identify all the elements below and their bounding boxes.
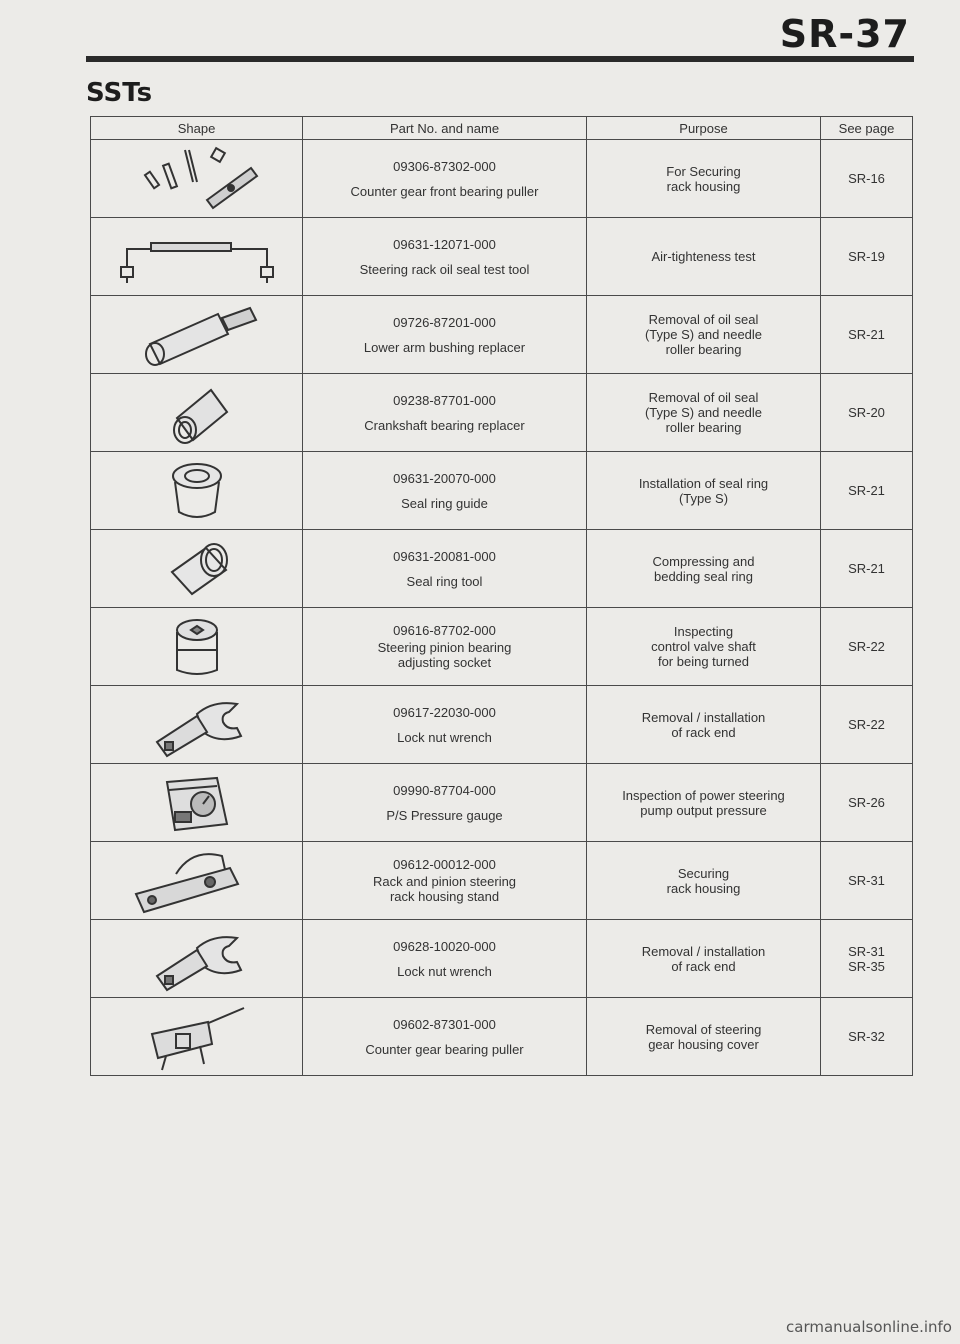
part-number: 09617-22030-000	[393, 704, 496, 720]
table-header-row	[91, 117, 913, 140]
shape-cell	[91, 764, 303, 842]
see-page: SR-31	[848, 943, 885, 959]
purpose-cell	[587, 842, 821, 920]
see-page: SR-22	[848, 639, 885, 654]
shape-cell	[91, 920, 303, 998]
shape-cell	[91, 998, 303, 1076]
part-name: Seal ring tool	[406, 573, 483, 589]
purpose-line: roller bearing	[665, 342, 742, 357]
housing-stand-icon	[122, 844, 272, 918]
part-cell	[303, 842, 587, 920]
part-cell	[303, 920, 587, 998]
purpose-line: Removal / installation	[641, 709, 766, 725]
purpose-cell	[587, 452, 821, 530]
shape-cell	[91, 218, 303, 296]
see-page: SR-20	[848, 405, 885, 420]
header-part: Part No. and name	[303, 117, 587, 140]
part-name: Steering pinion bearing	[377, 640, 512, 655]
part-cell	[303, 218, 587, 296]
part-number: 09726-87201-000	[393, 314, 496, 330]
purpose-line: rack housing	[666, 880, 741, 896]
part-number: 09990-87704-000	[393, 782, 496, 798]
part-cell	[303, 374, 587, 452]
bushing-replacer-icon	[122, 300, 272, 370]
see-page: SR-21	[848, 327, 885, 342]
see-page-cell	[821, 296, 913, 374]
table-row	[91, 530, 913, 608]
header-see-page: See page	[821, 117, 913, 140]
part-cell	[303, 686, 587, 764]
purpose-line: Removal of steering	[645, 1021, 762, 1037]
table-row	[91, 920, 913, 998]
see-page-cell	[821, 842, 913, 920]
see-page-cell	[821, 218, 913, 296]
purpose-line: of rack end	[671, 958, 736, 974]
shape-cell	[91, 452, 303, 530]
gear-bearing-puller-icon	[132, 1000, 262, 1074]
purpose-line: Removal of oil seal	[648, 312, 759, 327]
part-name: Lock nut wrench	[397, 729, 492, 745]
purpose-cell	[587, 998, 821, 1076]
purpose-line: bedding seal ring	[653, 568, 754, 584]
part-cell	[303, 608, 587, 686]
table-row	[91, 452, 913, 530]
purpose-line: rack housing	[666, 178, 741, 194]
part-name: Lower arm bushing replacer	[363, 339, 526, 355]
shape-cell	[91, 686, 303, 764]
part-number: 09612-00012-000	[393, 857, 496, 872]
lock-nut-wrench-icon	[127, 924, 267, 994]
purpose-line: gear housing cover	[648, 1036, 759, 1052]
part-name: Rack and pinion steering	[372, 874, 517, 889]
purpose-line: of rack end	[671, 724, 736, 740]
header-shape: Shape	[91, 117, 303, 140]
part-number: 09616-87702-000	[393, 623, 496, 638]
see-page: SR-32	[848, 1029, 885, 1044]
table-row	[91, 686, 913, 764]
purpose-cell	[587, 608, 821, 686]
purpose-cell	[587, 530, 821, 608]
table-row	[91, 140, 913, 218]
shape-cell	[91, 374, 303, 452]
purpose-cell	[587, 920, 821, 998]
part-cell	[303, 296, 587, 374]
part-cell	[303, 452, 587, 530]
footer-watermark: carmanualsonline.info	[786, 1318, 952, 1336]
purpose-line: roller bearing	[665, 420, 742, 435]
seal-ring-tool-icon	[142, 534, 252, 604]
purpose-line: Compressing and	[652, 553, 755, 569]
header-purpose: Purpose	[587, 117, 821, 140]
purpose-line: Air-tighteness test	[651, 249, 756, 264]
purpose-line: Removal / installation	[641, 943, 766, 959]
adjusting-socket-icon	[147, 612, 247, 682]
see-page-cell	[821, 452, 913, 530]
see-page-cell	[821, 998, 913, 1076]
pressure-gauge-icon	[147, 768, 247, 838]
table-row	[91, 608, 913, 686]
bearing-replacer-icon	[137, 378, 257, 448]
lock-nut-wrench-icon	[127, 690, 267, 760]
see-page: SR-21	[848, 561, 885, 576]
part-name: Steering rack oil seal test tool	[359, 261, 530, 277]
part-cell	[303, 998, 587, 1076]
see-page-cell	[821, 530, 913, 608]
see-page-cell	[821, 686, 913, 764]
sst-table	[90, 116, 913, 1076]
part-name: Crankshaft bearing replacer	[364, 417, 525, 433]
see-page: SR-26	[848, 795, 885, 810]
purpose-line: Inspection of power steering	[622, 787, 785, 803]
table-row	[91, 218, 913, 296]
purpose-cell	[587, 296, 821, 374]
purpose-line: for being turned	[657, 654, 750, 669]
purpose-cell	[587, 374, 821, 452]
part-name: Seal ring guide	[401, 495, 488, 511]
part-name: P/S Pressure gauge	[386, 807, 503, 823]
see-page-cell	[821, 764, 913, 842]
purpose-line: (Type S)	[678, 490, 729, 506]
table-row	[91, 764, 913, 842]
see-page: SR-31	[848, 873, 885, 888]
purpose-cell	[587, 218, 821, 296]
part-name: Counter gear front bearing puller	[350, 183, 539, 199]
part-cell	[303, 530, 587, 608]
part-number: 09238-87701-000	[393, 392, 496, 408]
part-name: Counter gear bearing puller	[365, 1041, 524, 1057]
shape-cell	[91, 608, 303, 686]
purpose-line: control valve shaft	[651, 639, 756, 654]
page-number: SR-37	[779, 12, 910, 56]
purpose-line: Removal of oil seal	[648, 390, 759, 405]
seal-ring-guide-icon	[147, 456, 247, 526]
purpose-line: Installation of seal ring	[638, 475, 769, 491]
see-page-cell	[821, 374, 913, 452]
shape-cell	[91, 842, 303, 920]
see-page-cell	[821, 608, 913, 686]
see-page-cell	[821, 140, 913, 218]
purpose-line: (Type S) and needle	[644, 405, 763, 420]
part-number: 09602-87301-000	[393, 1016, 496, 1032]
part-name: adjusting socket	[397, 655, 492, 670]
part-number: 09306-87302-000	[393, 158, 496, 174]
see-page: SR-16	[848, 171, 885, 186]
shape-cell	[91, 530, 303, 608]
part-number: 09631-20081-000	[393, 548, 496, 564]
see-page: SR-19	[848, 249, 885, 264]
purpose-line: For Securing	[666, 163, 741, 179]
see-page: SR-21	[848, 483, 885, 498]
bearing-puller-icon	[127, 142, 267, 216]
table-row	[91, 374, 913, 452]
see-page: SR-22	[848, 717, 885, 732]
shape-cell	[91, 140, 303, 218]
part-cell	[303, 764, 587, 842]
section-title: SSTs	[86, 78, 153, 108]
purpose-cell	[587, 140, 821, 218]
seal-test-tool-icon	[107, 227, 287, 287]
part-number: 09628-10020-000	[393, 938, 496, 954]
part-number: 09631-12071-000	[393, 236, 496, 252]
table-row	[91, 842, 913, 920]
purpose-cell	[587, 764, 821, 842]
header-rule	[86, 56, 914, 62]
purpose-line: Inspecting	[673, 624, 734, 639]
table-row	[91, 998, 913, 1076]
part-cell	[303, 140, 587, 218]
see-page: SR-35	[848, 958, 885, 974]
part-number: 09631-20070-000	[393, 470, 496, 486]
part-name: Lock nut wrench	[397, 963, 492, 979]
shape-cell	[91, 296, 303, 374]
part-name: rack housing stand	[389, 889, 500, 904]
table-row	[91, 296, 913, 374]
see-page-cell	[821, 920, 913, 998]
purpose-cell	[587, 686, 821, 764]
purpose-line: pump output pressure	[640, 802, 767, 818]
purpose-line: Securing	[677, 865, 730, 881]
purpose-line: (Type S) and needle	[644, 327, 763, 342]
